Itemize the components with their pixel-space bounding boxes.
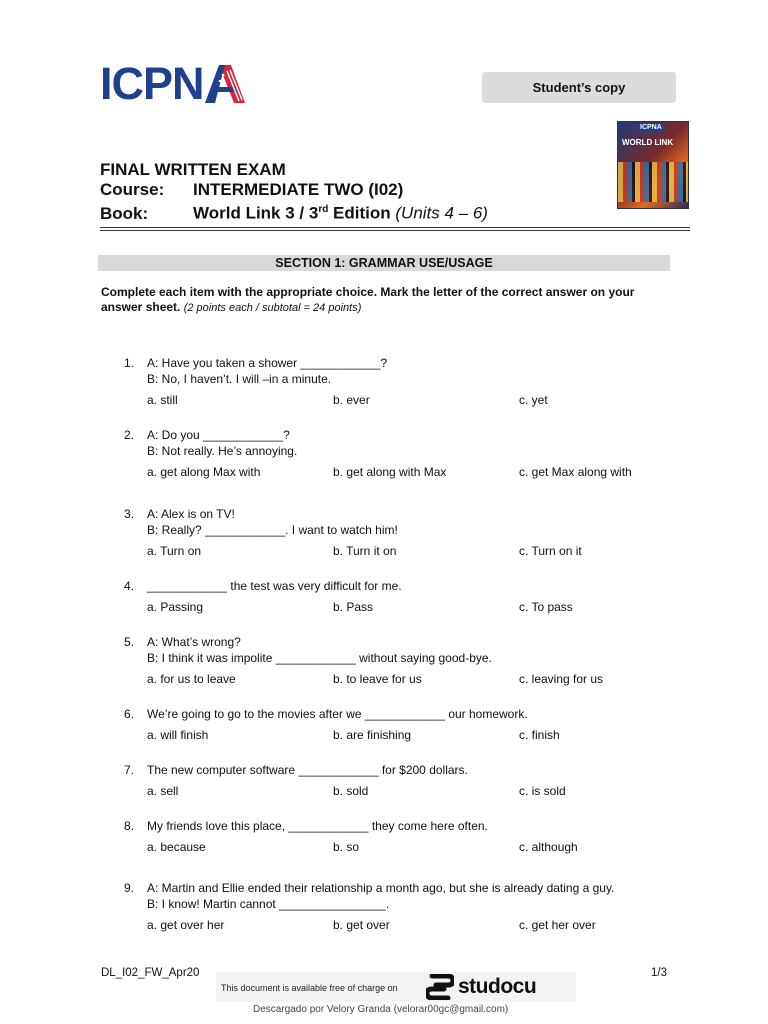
cover-title: WORLD LINK [622, 138, 674, 147]
exam-title: FINAL WRITTEN EXAM [100, 160, 286, 179]
logo-text: ICPN [100, 58, 204, 109]
answer-option: c. get her over [519, 918, 596, 932]
answer-option: b. so [333, 840, 360, 854]
cover-graphic [618, 162, 688, 202]
answer-option: a. Passing [147, 600, 204, 614]
answer-option: a. get along Max with [147, 465, 261, 479]
course-label: Course: [100, 180, 165, 199]
answer-option: c. get Max along with [519, 465, 632, 479]
instructions [101, 285, 671, 316]
question-text: B: Not really. He’s annoying. [147, 444, 298, 458]
answer-option: b. to leave for us [333, 672, 422, 686]
points-note: (2 points each / subtotal = 24 points) [183, 302, 362, 314]
question-number: 6. [124, 707, 135, 721]
answer-option: b. ever [333, 393, 370, 407]
answer-option: b. sold [333, 784, 369, 798]
studocu-wordmark: studocu [458, 975, 537, 998]
icpna-logo [100, 58, 245, 109]
studocu-logo-icon [426, 974, 454, 1000]
answer-option: b. get over [333, 918, 390, 932]
question-number: 2. [124, 428, 135, 442]
answer-option: c. finish [519, 728, 560, 742]
download-credit: Descargado por Velory Granda (velorar00gc@gmail.com) [253, 1004, 509, 1015]
question-text: A: Have you taken a shower ____________? [147, 356, 388, 370]
book-line [100, 200, 488, 223]
header-divider [100, 227, 690, 228]
question-number: 1. [124, 356, 135, 370]
question-text: ____________ the test was very difficult for me. [147, 579, 402, 593]
question-number: 3. [124, 507, 135, 521]
answer-option: b. are finishing [333, 728, 412, 742]
question-number: 9. [124, 881, 135, 895]
question-number: 4. [124, 579, 135, 593]
book-cover-image [617, 121, 689, 209]
answer-option: a. get over her [147, 918, 225, 932]
answer-option: c. To pass [519, 600, 573, 614]
answer-option: a. Turn on [147, 544, 202, 558]
question-text: A: Do you ____________? [147, 428, 290, 442]
book-label: Book: [100, 203, 149, 223]
answer-option: c. yet [519, 393, 548, 407]
answer-option: c. leaving for us [519, 672, 604, 686]
answer-option: b. get along with Max [333, 465, 447, 479]
answer-option: c. although [519, 840, 578, 854]
question-text: B: I think it was impolite ____________ without saying good-bye. [147, 651, 492, 665]
question-text: My friends love this place, ____________ they come here often. [147, 819, 488, 833]
document-code: DL_I02_FW_Apr20 [101, 967, 200, 979]
logo-flag-icon [205, 65, 245, 103]
page-number: 1/3 [651, 967, 667, 979]
banner-text: This document is available free of charge on [221, 983, 398, 993]
book-value-sup: rd [318, 204, 329, 215]
question-text: The new computer software ____________ for $200 dollars. [147, 763, 468, 777]
answer-option: b. Pass [333, 600, 374, 614]
question-text: A: Alex is on TV! [147, 507, 235, 521]
question-text: B: I know! Martin cannot ________________. [147, 897, 390, 911]
answer-option: a. still [147, 393, 178, 407]
answer-option: a. sell [147, 784, 179, 798]
section-title: SECTION 1: GRAMMAR USE/USAGE [98, 255, 670, 271]
question-text: We’re going to go to the movies after we ____________ our homework. [147, 707, 528, 721]
question-text: B: Really? ____________. I want to watch him! [147, 523, 398, 537]
question-text: A: Martin and Ellie ended their relationship a month ago, but she is already dating a guy. [147, 881, 615, 895]
header-divider-second [100, 230, 690, 231]
question-number: 8. [124, 819, 135, 833]
book-units: (Units 4 – 6) [390, 203, 488, 223]
answer-option: a. because [147, 840, 206, 854]
answer-option: c. Turn on it [519, 544, 582, 558]
course-line [100, 180, 403, 199]
answer-option: a. will finish [147, 728, 209, 742]
answer-option: c. is sold [519, 784, 566, 798]
question-text: B: No, I haven’t. I will –in a minute. [147, 372, 332, 386]
answer-option: a. for us to leave [147, 672, 236, 686]
book-value: World Link 3 / 3 [193, 203, 319, 223]
question-number: 7. [124, 763, 135, 777]
students-copy-badge: Student’s copy [482, 72, 676, 103]
question-number: 5. [124, 635, 135, 649]
cover-logo: ICPNA [640, 124, 662, 131]
instructions-text: Complete each item with the appropriate choice. Mark the letter of the correct answer on your answer sheet. [101, 285, 635, 314]
course-value: INTERMEDIATE TWO (I02) [193, 180, 404, 199]
question-text: A: What’s wrong? [147, 635, 241, 649]
book-edition: Edition [328, 203, 391, 223]
answer-option: b. Turn it on [333, 544, 397, 558]
